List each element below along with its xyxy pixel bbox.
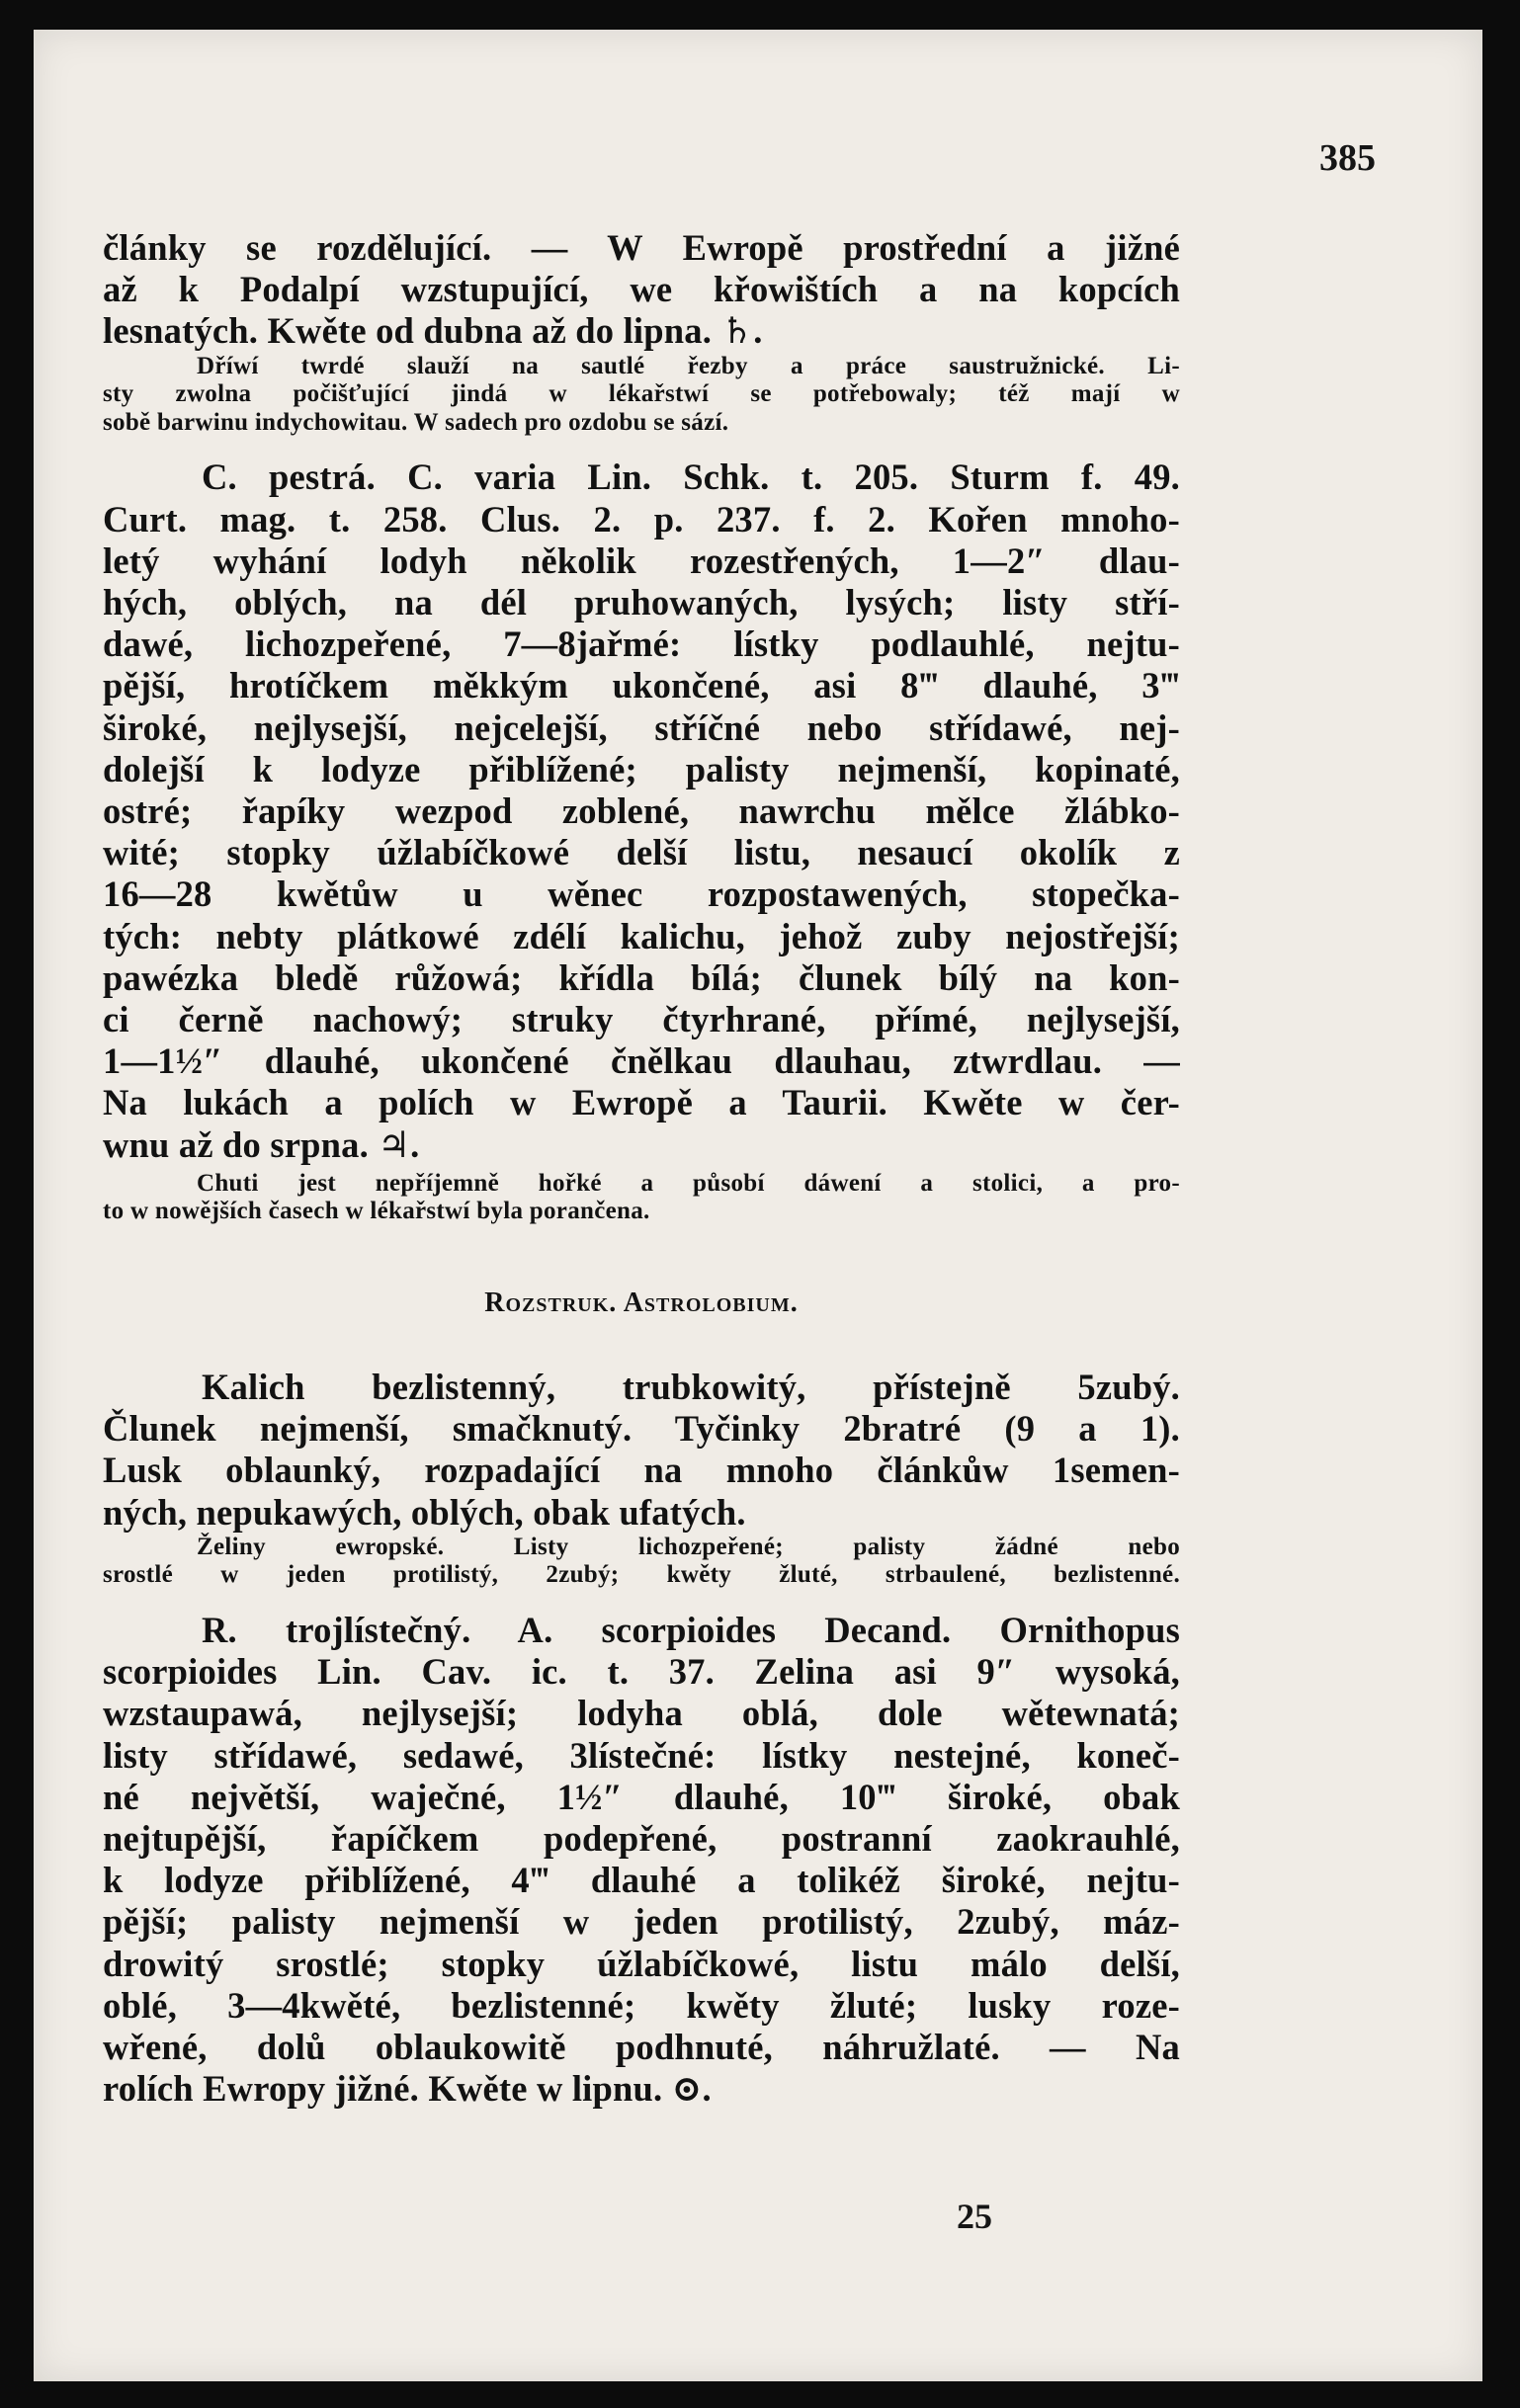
note-line: Chuti jest nepříjemně hořké a působí dáwení a stolici, a pro- [197, 1169, 1180, 1197]
text-line: R. trojlístečný. A. scorpioides Decand. Ornithopus [202, 1610, 1180, 1651]
genus-description [103, 1367, 1180, 1534]
text-line: ci černě nachowý; struky čtyrhrané, přímé, nejlysejší, [103, 999, 1180, 1040]
text-line: lesnatých. Kwěte od dubna až do lipna. ♄. [103, 310, 763, 352]
text-line: pawézka bledě růžowá; křídla bílá; člunek bílý na kon- [103, 956, 1180, 998]
small-note [103, 1534, 1180, 1590]
text-line: Kalich bezlistenný, trubkowitý, přístejně 5zubý. [202, 1367, 1180, 1408]
text-line: Člunek nejmenší, smačknutý. Tyčinky 2bratré (9 a 1). [103, 1408, 1180, 1450]
note-line: sty zwolna počišťující jindá w lékařstwí se potřebowaly; též mají w [103, 380, 1180, 408]
text-line: 1—1½″ dlauhé, ukončené čnělkau dlauhau, ztwrdlau. — [103, 1040, 1180, 1082]
text-line: né největší, waječné, 1½″ dlauhé, 10‴ široké, obak [103, 1776, 1180, 1817]
text-line: články se rozdělující. — W Ewropě prostřední a jižné [103, 227, 1180, 268]
text-line: letý wyhání lodyh několik rozestřených, 1—2″ dlau- [103, 540, 1180, 581]
note-line: sobě barwinu indychowitau. W sadech pro ozdobu se sází. [103, 408, 729, 436]
text-line: ných, nepukawých, oblých, obak ufatých. [103, 1491, 746, 1533]
note-line: Dříwí twrdé slauží na sautlé řezby a práce saustružnické. Li- [197, 352, 1180, 379]
text-line: scorpioides Lin. Cav. ic. t. 37. Zelina asi 9″ wysoká, [103, 1651, 1180, 1693]
genus-heading: Rozstruk. Astrolobium. [484, 1287, 799, 1319]
text-line: wité; stopky úžlabíčkowé delší listu, nesaucí okolík z [103, 832, 1180, 873]
small-note [103, 1170, 1180, 1226]
text-line: Lusk oblaunký, rozpadající na mnoho článkůw 1semen- [103, 1450, 1180, 1491]
text-line: wzstaupawá, nejlysejší; lodyha oblá, dole wětewnatá; [103, 1693, 1180, 1734]
text-line: drowitý srostlé; stopky úžlabíčkowé, listu málo delší, [103, 1943, 1180, 1984]
species-description [103, 1610, 1180, 2110]
text-line: Na lukách a polích w Ewropě a Taurii. Kwěte w čer- [103, 1082, 1180, 1123]
text-line: dolejší k lodyze přiblížené; palisty nejmenší, kopinaté, [103, 748, 1180, 789]
text-line: wnu až do srpna. ♃. [103, 1123, 420, 1165]
page-number: 385 [1319, 137, 1376, 179]
text-line: až k Podalpí wzstupující, we křowištích a na kopcích [103, 269, 1180, 310]
text-line: tých: nebty plátkowé zdélí kalichu, jehož zuby nejostřejší; [103, 915, 1180, 956]
text-line: listy střídawé, sedawé, 3lístečné: lístky nestejné, koneč- [103, 1734, 1180, 1776]
text-line: dawé, lichozpeřené, 7—8jařmé: lístky podlauhlé, nejtu- [103, 623, 1180, 665]
text-line: rolích Ewropy jižné. Kwěte w lipnu. ⊙. [103, 2068, 712, 2110]
paragraph-continuation [103, 227, 1180, 353]
note-line: to w nowějších časech w lékařstwí byla porančena. [103, 1198, 650, 1225]
text-column [103, 227, 1180, 2110]
species-description [103, 457, 1180, 1165]
text-line: wřené, dolů oblaukowitě podhnuté, náhružlaté. — Na [103, 2027, 1180, 2068]
text-line: pější; palisty nejmenší w jeden protilistý, 2zubý, máz- [103, 1901, 1180, 1943]
book-page [34, 30, 1482, 2381]
text-line: pější, hrotíčkem měkkým ukončené, asi 8‴ dlauhé, 3‴ [103, 665, 1180, 706]
text-line: 16—28 kwětůw u wěnec rozpostawených, stopečka- [103, 873, 1180, 915]
note-line: Želiny ewropské. Listy lichozpeřené; palisty žádné nebo [197, 1533, 1180, 1560]
text-line: Curt. mag. t. 258. Clus. 2. p. 237. f. 2. Kořen mnoho- [103, 498, 1180, 540]
note-line: srostlé w jeden protilistý, 2zubý; kwěty žluté, strbaulené, bezlistenné. [103, 1561, 1180, 1589]
text-line: oblé, 3—4kwěté, bezlistenné; kwěty žluté; lusky roze- [103, 1984, 1180, 2026]
text-line: nejtupější, řapíčkem podepřené, postranní zaokrauhlé, [103, 1818, 1180, 1860]
small-note [103, 353, 1180, 438]
text-line: ostré; řapíky wezpod zoblené, nawrchu mělce žlábko- [103, 790, 1180, 832]
text-line: k lodyze přiblížené, 4‴ dlauhé a tolikéž široké, nejtu- [103, 1860, 1180, 1901]
text-line: široké, nejlysejší, nejcelejší, stříčné nebo střídawé, nej- [103, 706, 1180, 748]
text-line: hých, oblých, na dél pruhowaných, lysých; listy stří- [103, 582, 1180, 623]
folio-signature: 25 [957, 2197, 992, 2236]
text-line: C. pestrá. C. varia Lin. Schk. t. 205. Sturm f. 49. [202, 457, 1180, 498]
